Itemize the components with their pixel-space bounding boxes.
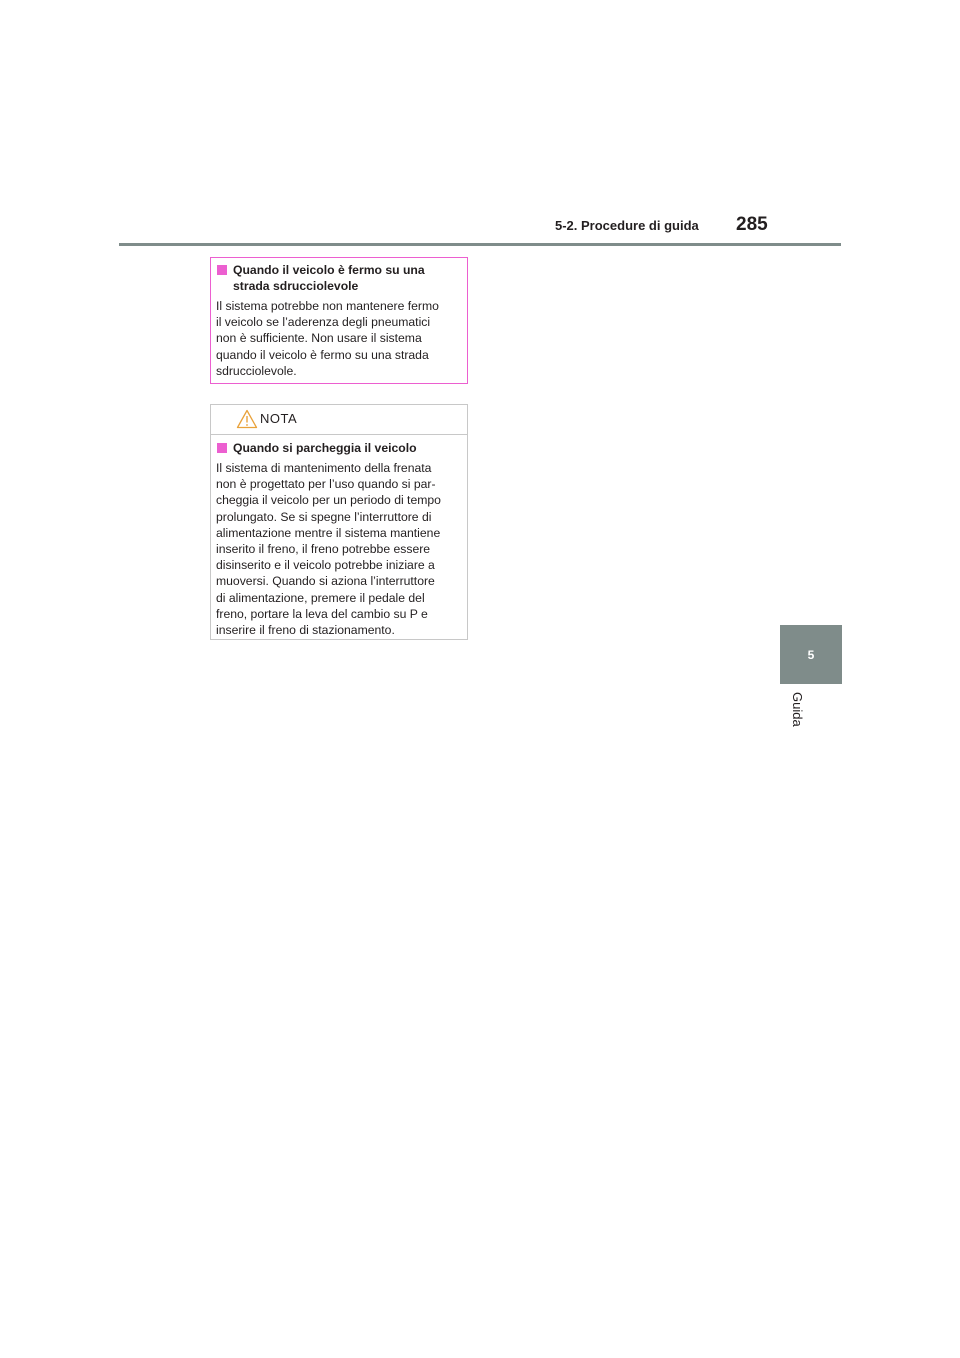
notice-body	[211, 435, 467, 638]
notice-header	[211, 405, 467, 435]
chapter-number: 5	[807, 647, 815, 662]
notice-text-line: Il sistema di mantenimento della frenata	[216, 461, 432, 475]
caution-text-line: quando il veicolo è fermo su una strada	[216, 347, 429, 362]
notice-text-line: muoversi. Quando si aziona l’interruttore	[216, 574, 435, 589]
square-bullet-icon	[217, 265, 227, 275]
notice-text-line: alimentazione mentre il sistema mantiene	[216, 525, 441, 540]
chapter-label: Guida	[790, 692, 805, 727]
notice-text-line: non è progettato per l’uso quando si par-	[216, 477, 436, 492]
notice-text-line: inserire il freno di stazionamento.	[216, 623, 395, 638]
caution-title-line: Quando il veicolo è fermo su una	[233, 263, 425, 277]
notice-item-title	[216, 440, 462, 456]
notice-text-line: di alimentazione, premere il pedale del	[216, 590, 425, 605]
notice-item-text	[216, 460, 462, 638]
notice-text-line: inserito il freno, il freno potrebbe essere	[216, 542, 431, 557]
notice-heading: NOTA	[260, 411, 298, 426]
page-number: 285	[736, 214, 768, 235]
notice-text-line: cheggia il veicolo per un periodo di tempo	[216, 493, 441, 508]
notice-text-line: freno, portare la leva del cambio su P e	[216, 606, 428, 621]
section-title: 5-2. Procedure di guida	[555, 218, 699, 233]
notice-box	[210, 404, 468, 640]
notice-text-line: prolungato. Se si spegne l’interruttore di	[216, 509, 432, 524]
caution-item-text	[216, 298, 462, 379]
notice-title-line: Quando si parcheggia il veicolo	[233, 441, 417, 455]
caution-item-title	[216, 262, 462, 294]
caution-box	[210, 257, 468, 384]
chapter-tab[interactable]	[780, 625, 842, 684]
warning-triangle-icon	[236, 409, 258, 429]
caution-text-line: sdrucciolevole.	[216, 363, 297, 378]
caution-text-line: il veicolo se l’aderenza degli pneumatici	[216, 315, 431, 330]
caution-text-line: non è sufficiente. Non usare il sistema	[216, 331, 422, 346]
notice-text-line: disinserito e il veicolo potrebbe iniziare a	[216, 558, 435, 573]
caution-title-line: strada sdrucciolevole	[233, 279, 359, 293]
header-rule	[119, 243, 841, 246]
caution-text-line: Il sistema potrebbe non mantenere fermo	[216, 299, 439, 313]
square-bullet-icon	[217, 443, 227, 453]
